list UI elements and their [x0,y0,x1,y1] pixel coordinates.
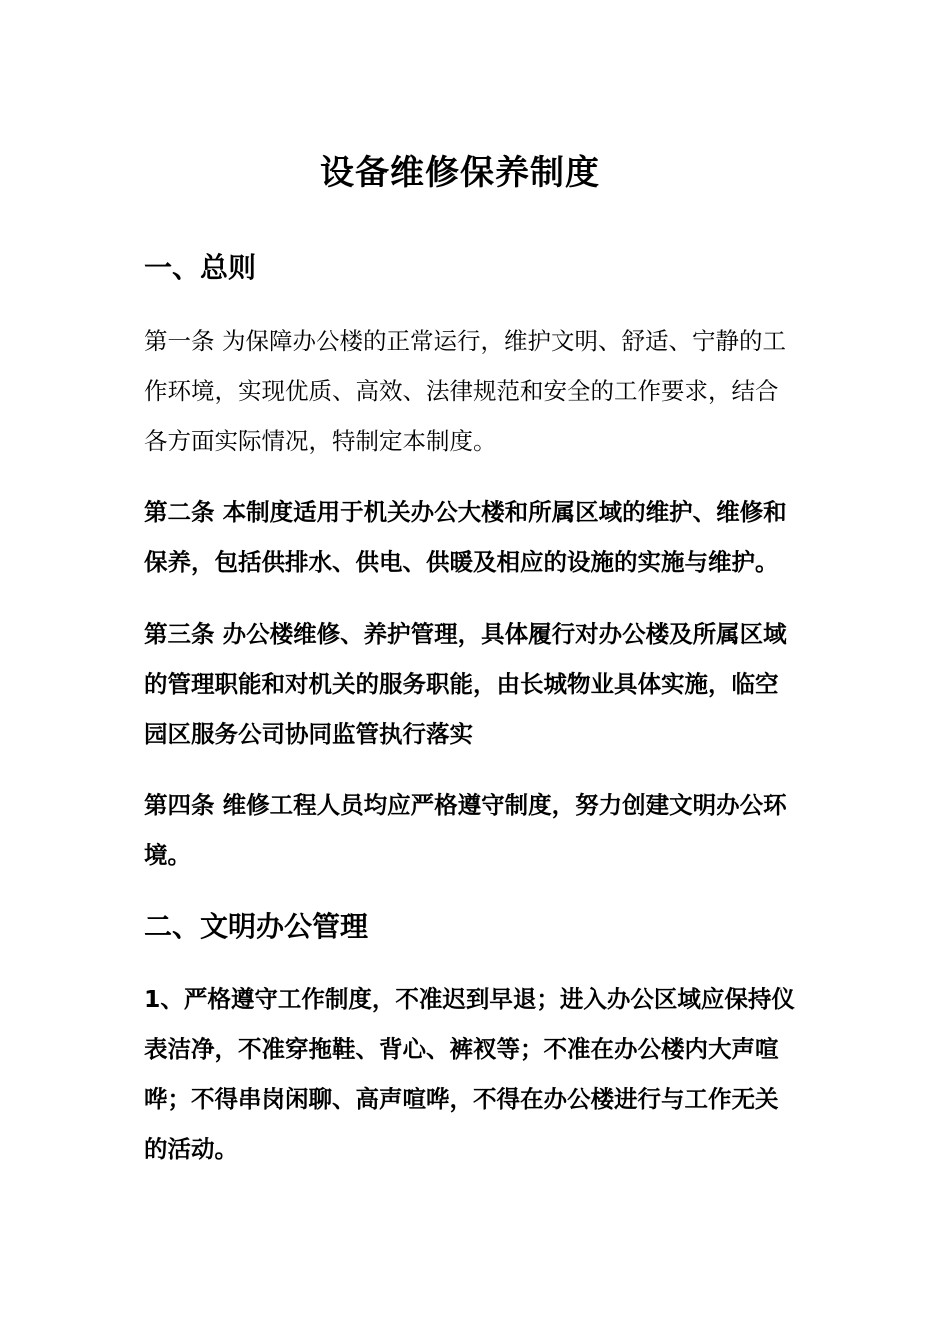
article-4-paragraph [144,780,814,880]
paragraph-line: 的管理职能和对机关的服务职能，由长城物业具体实施，临空 [144,670,779,698]
section-heading-general: 一、总则 [144,251,257,284]
paragraph-line: 各方面实际情况，特制定本制度。 [144,427,497,455]
section-heading-civilized-office: 二、文明办公管理 [144,910,369,943]
document-title: 设备维修保养制度 [320,153,600,193]
rule-1-paragraph [144,974,814,1174]
article-2-paragraph [144,487,814,587]
paragraph-line: 的活动。 [144,1135,238,1163]
paragraph-line: 第二条 本制度适用于机关办公大楼和所属区域的维护、维修和 [144,498,787,526]
article-3-paragraph [144,609,814,759]
paragraph-line: 园区服务公司协同监管执行落实 [144,720,473,748]
paragraph-line: 保养，包括供排水、供电、供暖及相应的设施的实施与维护。 [144,548,779,576]
paragraph-line: 作环境，实现优质、高效、法律规范和安全的工作要求，结合 [144,377,779,405]
paragraph-line: 表洁净，不准穿拖鞋、背心、裤衩等；不准在办公楼内大声喧 [144,1035,779,1063]
paragraph-line: 第四条 维修工程人员均应严格遵守制度，努力创建文明办公环 [144,791,787,819]
paragraph-line: 第一条 为保障办公楼的正常运行，维护文明、舒适、宁静的工 [144,327,786,355]
paragraph-line: 1、严格遵守工作制度，不准迟到早退；进入办公区域应保持仪 [144,985,795,1013]
paragraph-line: 哗；不得串岗闲聊、高声喧哗，不得在办公楼进行与工作无关 [144,1085,779,1113]
paragraph-line: 第三条 办公楼维修、养护管理，具体履行对办公楼及所属区域 [144,620,787,648]
article-1-paragraph [144,316,814,466]
paragraph-line: 境。 [144,841,191,869]
